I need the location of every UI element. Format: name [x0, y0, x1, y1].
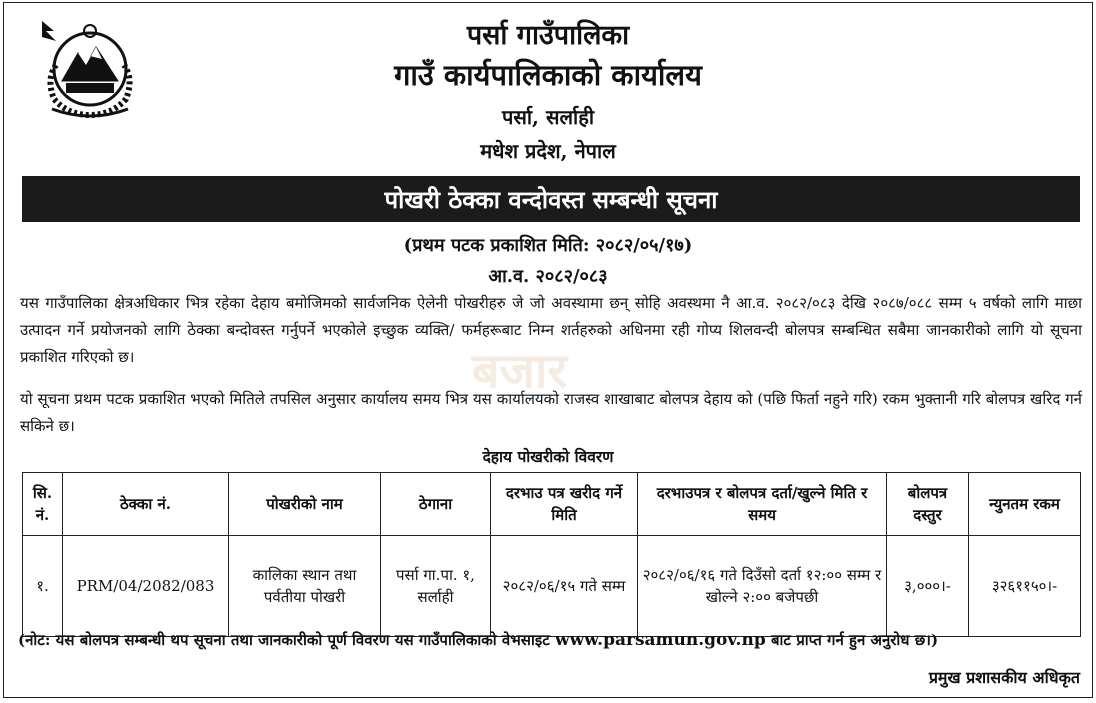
publication-date: (प्रथम पटक प्रकाशित मिति: २०८२/०५/१७)	[403, 235, 693, 256]
signatory: प्रमुख प्रशासकीय अधिकृत	[928, 668, 1080, 687]
province-name: मधेश प्रदेश, नेपाल	[480, 139, 616, 163]
column-header: ठेक्का नं.	[63, 473, 229, 536]
column-header: सि. नं.	[23, 473, 63, 536]
table-cell-purchase-date: २०८२/०६/१५ गते सम्म	[491, 536, 638, 637]
footnote	[18, 630, 938, 650]
pond-details-table	[22, 472, 1081, 637]
notice-paragraph-2: यो सूचना प्रथम पटक प्रकाशित भएको मितिले तपसिल अनुसार कार्यालय समय भित्र यस कार्यालयको राजस्व शाखाबाट बोलपत्र देहाय को (पछि फिर्ता नहुने गरि) रकम भुक्तानी गरि बोलपत्र खरिद गर्न सकिने छ।	[20, 390, 1082, 435]
table-cell-bid-fee: ३,०००।-	[887, 536, 969, 637]
table-cell-minimum-amount: ३२६११५०।-	[969, 536, 1081, 637]
column-header: दरभाउपत्र र बोलपत्र दर्ता/खुल्ने मिति र समय	[638, 473, 887, 536]
website-link[interactable]: www.parsamun.gov.np	[554, 630, 766, 650]
column-header: न्युनतम रकम	[969, 473, 1081, 536]
notice-page	[3, 2, 1093, 698]
table-caption: देहाय पोखरीको विवरण	[482, 447, 614, 466]
office-address: पर्सा, सर्लाही	[501, 105, 595, 129]
table-cell-contract-no: PRM/04/2082/083	[63, 536, 229, 637]
office-name: गाउँ कार्यपालिकाको कार्यालय	[394, 58, 702, 92]
table-cell-pond-name: कालिका स्थान तथा पर्वतीया पोखरी	[229, 536, 381, 637]
fiscal-year: आ.व. २०८२/०८३	[488, 266, 608, 287]
notice-title: पोखरी ठेक्का वन्दोवस्त सम्बन्धी सूचना	[22, 176, 1080, 222]
table-row	[23, 536, 1081, 637]
table-cell-submission-opening: २०८२/०६/१६ गते दिउँसो दर्ता १२:०० सम्म र खोल्ने २:०० बजेपछी	[638, 536, 887, 637]
municipality-name: पर्सा गाउँपालिका	[466, 20, 630, 51]
column-header: पोखरीको नाम	[229, 473, 381, 536]
column-header: बोलपत्र दस्तुर	[887, 473, 969, 536]
column-header: ठेगाना	[381, 473, 491, 536]
column-header: दरभाउ पत्र खरीद गर्ने मिति	[491, 473, 638, 536]
footnote-text: (नोट: यस बोलपत्र सम्बन्धी थप सूचना तथा जानकारीको पूर्ण विवरण यस गाउँपालिकाको वेभसाइट	[18, 631, 555, 649]
notice-paragraph-1: यस गाउँपालिका क्षेत्रअधिकार भित्र रहेका देहाय बमोजिमको सार्वजनिक ऐलेनी पोखरीहरु जे जो अवस्थामा छन् सोहि अवस्थमा नै आ.व. २०८२/०८३ देखि २०८७/०८८ सम्म ५ वर्षको लागि माछा उत्पादन गर्ने प्रयोजनको लागि ठेक्का बन्दोवस्त गर्नुपर्ने भएकोले इच्छुक व्यक्ति/ फर्महरूबाट निम्न शर्तहरुको अधिनमा रही गोप्य शिलवन्दी बोलपत्र सम्बन्धित सबैमा जानकारीको लागि यो सूचना प्रकाशित गरिएको छ।	[20, 294, 1082, 366]
table-cell-address: पर्सा गा.पा. १, सर्लाही	[381, 536, 491, 637]
table-header-row	[23, 473, 1081, 536]
watermark: बजार	[472, 343, 568, 399]
footnote-text-end: बाट प्राप्त गर्न हुन अनुरोध छ।)	[765, 631, 939, 649]
table-cell-serial: १.	[23, 536, 63, 637]
